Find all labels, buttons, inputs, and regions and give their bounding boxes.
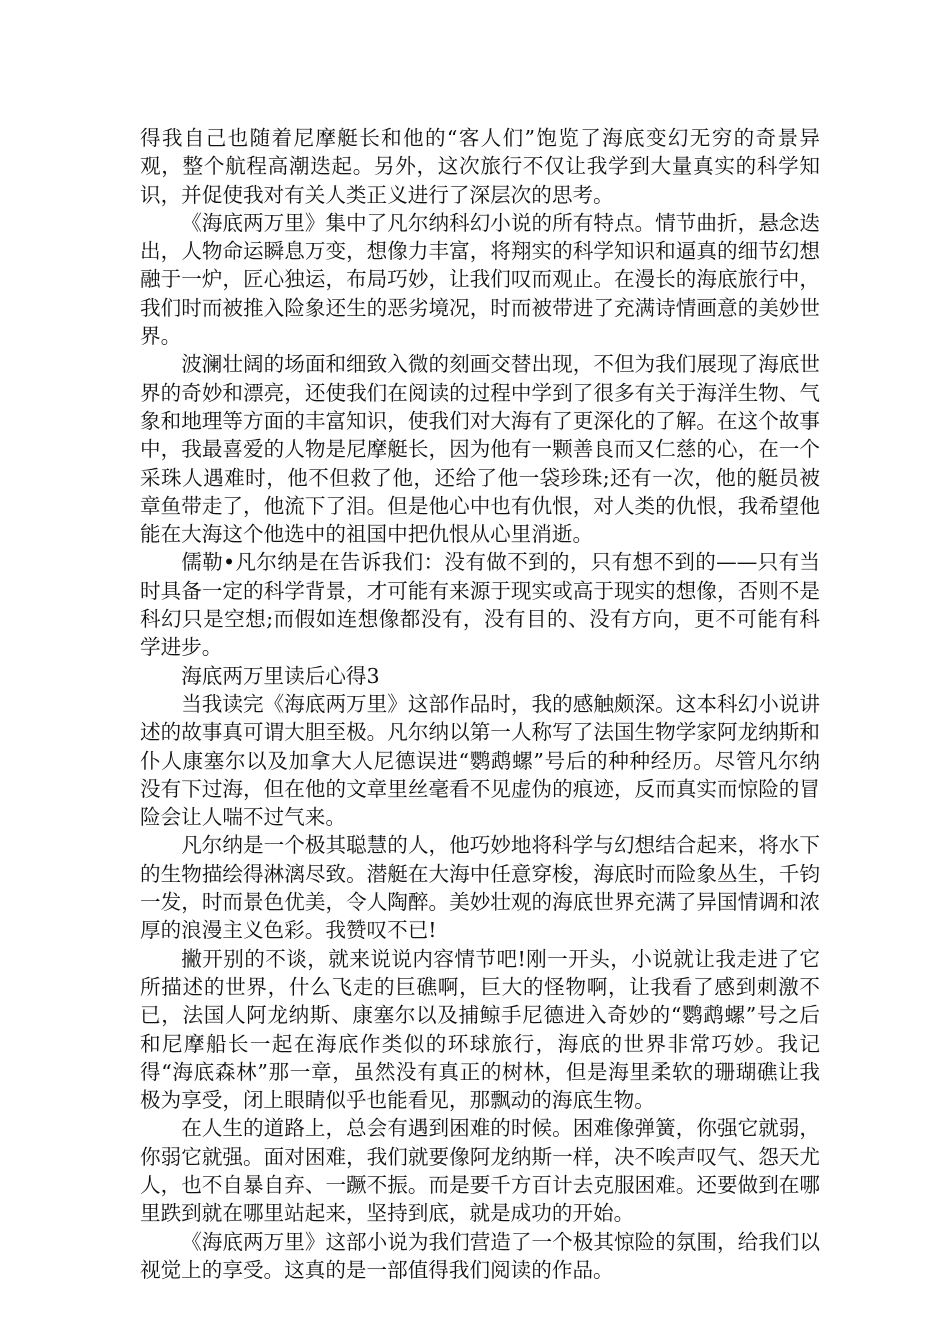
section-heading: 海底两万里读后心得3 — [181, 663, 380, 688]
paragraph-impression: 当我读完《海底两万里》这部作品时，我的感触颇深。这本科幻小说讲述的故事真可谓大胆至极。凡尔纳以第一人称写了法国生物学家阿龙纳斯和仆人康塞尔以及加拿大人尼德误进“鹦鹉螺”号后的种种经历。尽管凡尔纳没有下过海，但在他的文章里丝毫看不见虚伪的痕迹，反而真实而惊险的冒险会让人喘不过气来。 — [140, 691, 820, 830]
paragraph-verne-wisdom: 凡尔纳是一个极其聪慧的人，他巧妙地将科学与幻想结合起来，将水下的生物描绘得淋漓尽致。潜艇在大海中任意穿梭，海底时而险象丛生，千钧一发，时而景色优美，令人陶醉。美妙壮观的海底世界充满了异国情调和浓厚的浪漫主义色彩。我赞叹不已! — [140, 833, 820, 943]
paragraph-plot: 撇开别的不谈，就来说说内容情节吧!刚一开头，小说就让我走进了它所描述的世界，什么飞走的巨礁啊，巨大的怪物啊，让我看了感到刺激不已，法国人阿龙纳斯、康塞尔以及捕鲸手尼德进入奇妙的“鹦鹉螺”号之后和尼摩船长一起在海底作类似的环球旅行，海底的世界非常巧妙。我记得“海底森林”那一章，虽然没有真正的树林，但是海里柔软的珊瑚礁让我极为享受，闭上眼睛似乎也能看见，那飘动的海底生物。 — [140, 946, 820, 1113]
paragraph-continuation: 得我自己也随着尼摩艇长和他的“客人们”饱览了海底变幻无穷的奇景异观，整个航程高潮迭起。另外，这次旅行不仅让我学到大量真实的科学知识，并促使我对有关人类正义进行了深层次的思考。 — [140, 126, 820, 207]
paragraph-scenes: 波澜壮阔的场面和细致入微的刻画交替出现，不但为我们展现了海底世界的奇妙和漂亮，还使我们在阅读的过程中学到了很多有关于海洋生物、气象和地理等方面的丰富知识，使我们对大海有了更深化的了解。在这个故事中，我最喜爱的人物是尼摩艇长，因为他有一颗善良而又仁慈的心，在一个采珠人遇难时，他不但救了他，还给了他一袋珍珠;还有一次，他的艇员被章鱼带走了，他流下了泪。但是他心中也有仇恨，对人类的仇恨，我希望他能在大海这个他选中的祖国中把仇恨从心里消逝。 — [140, 352, 820, 547]
paragraph-conclusion: 《海底两万里》这部小说为我们营造了一个极其惊险的氛围，给我们以视觉上的享受。这真的是一部值得我们阅读的作品。 — [140, 1229, 820, 1282]
paragraph-difficulties: 在人生的道路上，总会有遇到困难的时候。困难像弹簧，你强它就弱，你弱它就强。面对困难，我们就要像阿龙纳斯一样，决不唉声叹气、怨天尤人，也不自暴自弃、一蹶不振。而是要千方百计去克服困难。还要做到在哪里跌到就在哪里站起来，坚持到底，就是成功的开始。 — [140, 1116, 820, 1226]
document-page — [140, 124, 820, 1284]
paragraph-features: 《海底两万里》集中了凡尔纳科幻小说的所有特点。情节曲折，悬念迭出，人物命运瞬息万变，想像力丰富，将翔实的科学知识和逼真的细节幻想融于一炉，匠心独运，布局巧妙，让我们叹而观止。在漫长的海底旅行中，我们时而被推入险象还生的恶劣境况，时而被带进了充满诗情画意的美妙世界。 — [140, 210, 820, 349]
paragraph-verne-message: 儒勒•凡尔纳是在告诉我们：没有做不到的，只有想不到的——只有当时具备一定的科学背景，才可能有来源于现实或高于现实的想像，否则不是科幻只是空想;而假如连想像都没有，没有目的、没有方向，更不可能有科学进步。 — [140, 550, 820, 660]
